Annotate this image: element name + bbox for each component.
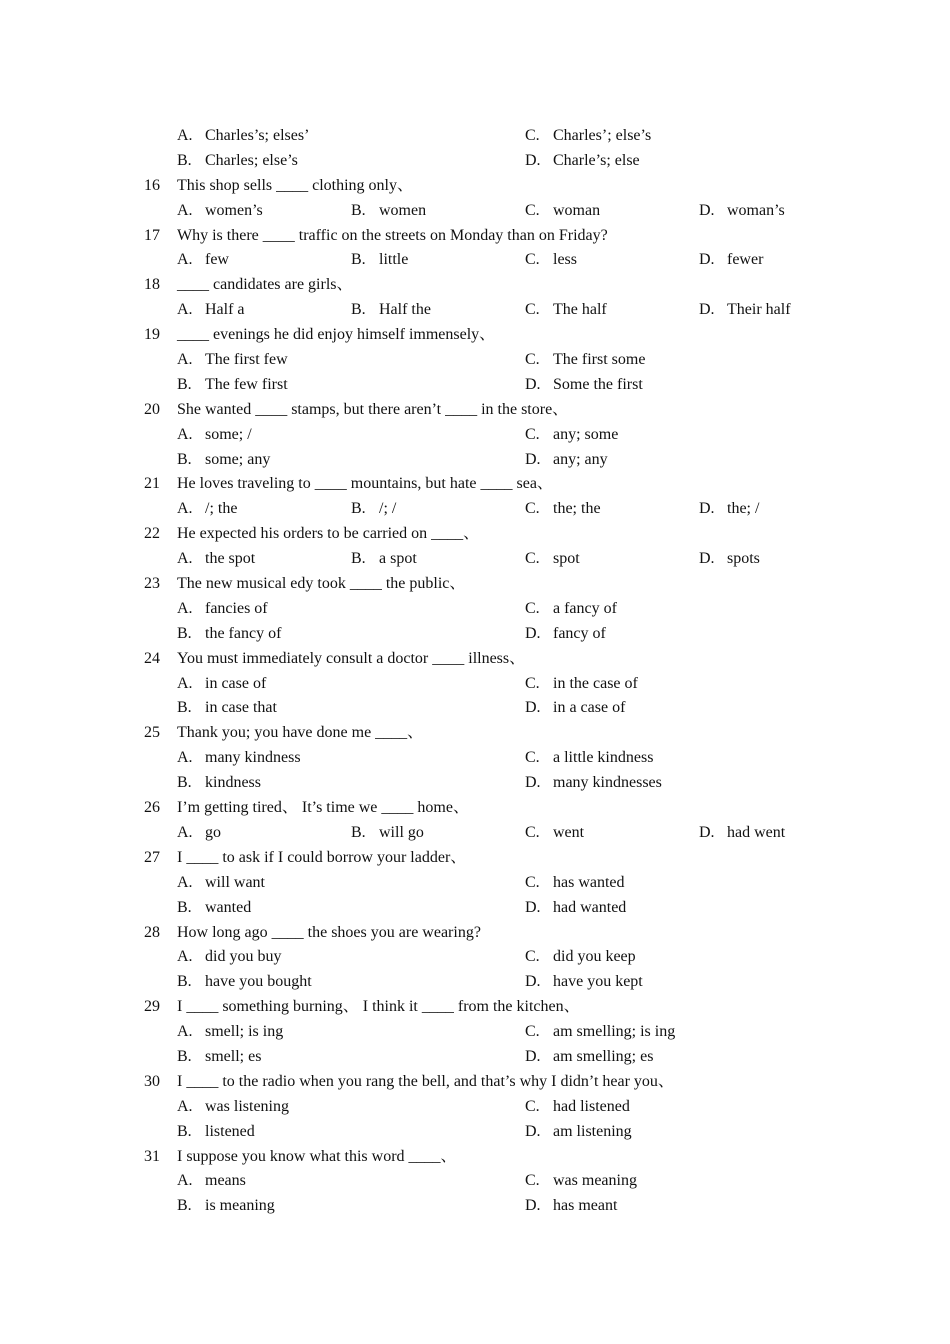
- option-text: did you keep: [553, 948, 636, 966]
- option-letter: B.: [351, 251, 366, 269]
- option-text: went: [553, 823, 585, 841]
- question-item: [0, 323, 950, 398]
- options-line: [0, 672, 950, 697]
- option-letter: C.: [525, 301, 540, 319]
- question-stem-line: [0, 398, 950, 423]
- option-b: [177, 1120, 255, 1145]
- option-letter: D.: [699, 301, 715, 319]
- option-d: [525, 1045, 653, 1070]
- option-text: go: [205, 823, 221, 841]
- option-letter: A.: [177, 127, 193, 144]
- question-item: [0, 472, 950, 522]
- option-c: [525, 423, 618, 448]
- question-stem: I ____ something burning、 I think it ____ from the kitchen、: [177, 998, 580, 1016]
- question-stem-line: [0, 846, 950, 871]
- option-a: [177, 199, 263, 224]
- option-text: Charles’s; elses’: [205, 127, 310, 144]
- option-text: some; any: [205, 450, 271, 468]
- option-d: [699, 298, 791, 323]
- question-item: [0, 124, 950, 174]
- question-stem: I suppose you know what this word ____、: [177, 1147, 457, 1165]
- option-a: [177, 124, 309, 149]
- question-stem-line: [0, 647, 950, 672]
- question-stem: How long ago ____ the shoes you are wearing?: [177, 923, 481, 941]
- option-text: will go: [379, 823, 424, 841]
- option-text: listened: [205, 1122, 255, 1140]
- option-text: the; /: [727, 500, 760, 518]
- option-text: a fancy of: [553, 599, 617, 617]
- option-letter: A.: [177, 674, 193, 692]
- options-line: [0, 945, 950, 970]
- option-text: did you buy: [205, 948, 282, 966]
- options-line: [0, 298, 950, 323]
- option-letter: C.: [525, 873, 540, 891]
- option-text: fancies of: [205, 599, 268, 617]
- option-c: [525, 672, 638, 697]
- option-text: in a case of: [553, 699, 626, 717]
- option-text: had went: [727, 823, 786, 841]
- question-stem: She wanted ____ stamps, but there aren’t ____ in the store、: [177, 400, 569, 418]
- option-letter: C.: [525, 1172, 540, 1190]
- option-c: [525, 497, 601, 522]
- question-item: [0, 273, 950, 323]
- option-letter: C.: [525, 127, 540, 144]
- options-line: [0, 1169, 950, 1194]
- option-letter: D.: [699, 823, 715, 841]
- option-d: [525, 970, 643, 995]
- option-b: [351, 821, 424, 846]
- question-stem-line: [0, 323, 950, 348]
- option-d: [699, 497, 759, 522]
- option-letter: C.: [525, 500, 540, 518]
- option-b: [177, 622, 281, 647]
- option-letter: B.: [177, 898, 192, 916]
- options-line: [0, 1095, 950, 1120]
- option-letter: B.: [177, 774, 192, 792]
- option-d: [525, 373, 643, 398]
- question-number: 27: [144, 848, 160, 866]
- question-item: [0, 995, 950, 1070]
- option-d: [699, 199, 785, 224]
- option-letter: A.: [177, 1097, 193, 1115]
- question-number: 24: [144, 649, 160, 667]
- question-stem-line: [0, 174, 950, 199]
- question-number: 16: [144, 176, 160, 194]
- option-text: am smelling; es: [553, 1047, 654, 1065]
- option-text: any; any: [553, 450, 608, 468]
- option-c: [525, 1020, 675, 1045]
- question-stem: You must immediately consult a doctor ____ illness、: [177, 649, 526, 667]
- option-text: wanted: [205, 898, 252, 916]
- question-item: [0, 921, 950, 996]
- option-letter: B.: [177, 699, 192, 717]
- option-b: [351, 497, 396, 522]
- option-letter: A.: [177, 351, 193, 369]
- question-stem-line: [0, 995, 950, 1020]
- question-stem: He loves traveling to ____ mountains, but hate ____ sea、: [177, 475, 553, 493]
- question-number: 22: [144, 525, 160, 543]
- question-number: 28: [144, 923, 160, 941]
- options-line: [0, 746, 950, 771]
- question-item: [0, 1070, 950, 1145]
- option-c: [525, 945, 636, 970]
- question-item: [0, 721, 950, 796]
- option-letter: A.: [177, 1023, 193, 1041]
- question-list: [0, 124, 950, 1219]
- question-stem: I ____ to ask if I could borrow your ladder、: [177, 848, 467, 866]
- option-letter: D.: [525, 1047, 541, 1065]
- option-a: [177, 497, 237, 522]
- options-line: [0, 149, 950, 174]
- option-b: [351, 298, 431, 323]
- question-stem: He expected his orders to be carried on ____、: [177, 525, 480, 543]
- option-c: [525, 1169, 637, 1194]
- option-letter: D.: [525, 774, 541, 792]
- option-letter: D.: [525, 973, 541, 991]
- option-letter: A.: [177, 500, 193, 518]
- question-number: 17: [144, 226, 160, 244]
- option-c: [525, 348, 645, 373]
- option-text: is meaning: [205, 1197, 275, 1215]
- option-text: a little kindness: [553, 749, 654, 767]
- option-text: the spot: [205, 550, 256, 568]
- option-b: [177, 1194, 275, 1219]
- option-letter: B.: [351, 823, 366, 841]
- question-item: [0, 522, 950, 572]
- option-letter: B.: [351, 201, 366, 219]
- options-line: [0, 896, 950, 921]
- option-letter: C.: [525, 1023, 540, 1041]
- option-letter: D.: [525, 898, 541, 916]
- option-text: Charle’s; else: [553, 151, 640, 169]
- option-a: [177, 1095, 289, 1120]
- option-b: [177, 896, 251, 921]
- option-a: [177, 746, 301, 771]
- question-item: [0, 398, 950, 473]
- option-letter: A.: [177, 550, 193, 568]
- option-letter: C.: [525, 351, 540, 369]
- question-stem-line: [0, 1145, 950, 1170]
- options-line: [0, 497, 950, 522]
- option-text: the fancy of: [205, 624, 282, 642]
- option-a: [177, 298, 245, 323]
- option-b: [351, 547, 417, 572]
- question-stem-line: [0, 572, 950, 597]
- option-c: [525, 597, 617, 622]
- option-letter: A.: [177, 425, 193, 443]
- options-line: [0, 1120, 950, 1145]
- question-stem-line: [0, 472, 950, 497]
- question-number: 26: [144, 799, 160, 817]
- option-letter: B.: [177, 375, 192, 393]
- option-text: /; /: [379, 500, 397, 518]
- options-line: [0, 771, 950, 796]
- options-line: [0, 373, 950, 398]
- option-text: woman: [553, 201, 601, 219]
- option-letter: A.: [177, 948, 193, 966]
- option-a: [177, 547, 255, 572]
- option-text: The half: [553, 301, 607, 319]
- option-text: Half a: [205, 301, 245, 319]
- option-b: [177, 696, 277, 721]
- options-line: [0, 448, 950, 473]
- option-text: any; some: [553, 425, 619, 443]
- option-b: [177, 149, 298, 174]
- option-letter: B.: [351, 550, 366, 568]
- options-line: [0, 696, 950, 721]
- option-b: [177, 771, 261, 796]
- option-letter: A.: [177, 823, 193, 841]
- question-number: 31: [144, 1147, 160, 1165]
- option-letter: C.: [525, 251, 540, 269]
- question-stem-line: [0, 522, 950, 547]
- option-text: The first few: [205, 351, 288, 369]
- option-letter: C.: [525, 201, 540, 219]
- option-text: was listening: [205, 1097, 289, 1115]
- option-letter: B.: [177, 1197, 192, 1215]
- question-item: [0, 1145, 950, 1220]
- question-number: 23: [144, 575, 160, 593]
- options-line: [0, 597, 950, 622]
- option-letter: B.: [177, 1047, 192, 1065]
- options-line: [0, 199, 950, 224]
- option-letter: A.: [177, 201, 193, 219]
- options-line: [0, 821, 950, 846]
- option-letter: C.: [525, 749, 540, 767]
- question-stem-line: [0, 921, 950, 946]
- option-letter: A.: [177, 873, 193, 891]
- option-text: had wanted: [553, 898, 627, 916]
- question-stem: Thank you; you have done me ____、: [177, 724, 424, 742]
- option-text: Charles; else’s: [205, 151, 298, 169]
- option-letter: C.: [525, 599, 540, 617]
- option-text: Their half: [727, 301, 791, 319]
- option-letter: B.: [177, 151, 192, 169]
- question-stem: This shop sells ____ clothing only、: [177, 176, 414, 194]
- option-text: fewer: [727, 251, 764, 269]
- option-d: [699, 821, 785, 846]
- question-item: [0, 224, 950, 274]
- option-letter: D.: [525, 375, 541, 393]
- option-letter: C.: [525, 948, 540, 966]
- option-letter: B.: [177, 450, 192, 468]
- option-letter: D.: [525, 450, 541, 468]
- option-text: /; the: [205, 500, 238, 518]
- option-a: [177, 1020, 283, 1045]
- option-a: [177, 597, 268, 622]
- options-line: [0, 124, 950, 149]
- option-text: Some the first: [553, 375, 643, 393]
- option-a: [177, 423, 252, 448]
- option-text: the; the: [553, 500, 601, 518]
- options-line: [0, 1020, 950, 1045]
- option-letter: D.: [525, 624, 541, 642]
- option-text: has meant: [553, 1197, 618, 1215]
- option-text: has wanted: [553, 873, 625, 891]
- option-a: [177, 248, 229, 273]
- question-number: 30: [144, 1072, 160, 1090]
- option-text: spot: [553, 550, 580, 568]
- option-letter: D.: [699, 550, 715, 568]
- option-letter: A.: [177, 301, 193, 319]
- option-text: in the case of: [553, 674, 638, 692]
- options-line: [0, 547, 950, 572]
- option-c: [525, 248, 577, 273]
- option-d: [525, 622, 606, 647]
- question-item: [0, 796, 950, 846]
- option-text: women: [379, 201, 427, 219]
- option-text: The first some: [553, 351, 646, 369]
- option-letter: B.: [351, 500, 366, 518]
- options-line: [0, 1194, 950, 1219]
- option-letter: B.: [177, 624, 192, 642]
- option-text: will want: [205, 873, 265, 891]
- option-text: few: [205, 251, 229, 269]
- option-letter: C.: [525, 550, 540, 568]
- option-c: [525, 199, 600, 224]
- option-c: [525, 124, 651, 149]
- option-letter: B.: [177, 1122, 192, 1140]
- option-text: woman’s: [727, 201, 785, 219]
- option-text: spots: [727, 550, 760, 568]
- question-stem-line: [0, 273, 950, 298]
- options-line: [0, 1045, 950, 1070]
- option-letter: D.: [699, 201, 715, 219]
- option-letter: D.: [699, 500, 715, 518]
- option-letter: C.: [525, 674, 540, 692]
- option-text: many kindness: [205, 749, 301, 767]
- option-b: [177, 373, 288, 398]
- options-line: [0, 348, 950, 373]
- option-text: kindness: [205, 774, 261, 792]
- option-letter: D.: [525, 1197, 541, 1215]
- option-b: [351, 248, 408, 273]
- option-b: [177, 448, 270, 473]
- option-letter: D.: [525, 151, 541, 169]
- option-text: less: [553, 251, 577, 269]
- option-text: in case of: [205, 674, 267, 692]
- option-a: [177, 821, 221, 846]
- question-item: [0, 174, 950, 224]
- options-line: [0, 423, 950, 448]
- option-text: in case that: [205, 699, 277, 717]
- option-b: [351, 199, 426, 224]
- question-stem-line: [0, 1070, 950, 1095]
- question-item: [0, 846, 950, 921]
- options-line: [0, 970, 950, 995]
- question-stem: Why is there ____ traffic on the streets on Monday than on Friday?: [177, 226, 608, 244]
- option-c: [525, 871, 625, 896]
- question-number: 29: [144, 998, 160, 1016]
- option-text: fancy of: [553, 624, 606, 642]
- option-c: [525, 821, 584, 846]
- option-c: [525, 746, 653, 771]
- question-stem-line: [0, 721, 950, 746]
- option-text: smell; is ing: [205, 1023, 284, 1041]
- option-letter: A.: [177, 251, 193, 269]
- question-number: 20: [144, 400, 160, 418]
- option-c: [525, 1095, 630, 1120]
- option-text: am listening: [553, 1122, 632, 1140]
- option-a: [177, 871, 265, 896]
- option-letter: D.: [699, 251, 715, 269]
- option-a: [177, 1169, 246, 1194]
- option-c: [525, 298, 607, 323]
- question-stem: ____ evenings he did enjoy himself immensely、: [177, 326, 496, 344]
- option-letter: C.: [525, 1097, 540, 1115]
- option-d: [525, 696, 625, 721]
- options-line: [0, 248, 950, 273]
- option-text: have you kept: [553, 973, 643, 991]
- option-a: [177, 672, 266, 697]
- option-text: Half the: [379, 301, 431, 319]
- option-text: am smelling; is ing: [553, 1023, 676, 1041]
- option-letter: A.: [177, 1172, 193, 1190]
- option-a: [177, 945, 281, 970]
- question-stem: I’m getting tired、 It’s time we ____ home、: [177, 799, 469, 817]
- question-stem-line: [0, 224, 950, 249]
- question-number: 25: [144, 724, 160, 742]
- option-text: little: [379, 251, 409, 269]
- option-d: [699, 248, 763, 273]
- options-line: [0, 622, 950, 647]
- option-text: many kindnesses: [553, 774, 662, 792]
- option-text: Charles’; else’s: [553, 127, 652, 144]
- option-d: [525, 1194, 617, 1219]
- question-stem: The new musical edy took ____ the public、: [177, 575, 466, 593]
- option-text: smell; es: [205, 1047, 262, 1065]
- option-a: [177, 348, 288, 373]
- option-d: [525, 1120, 632, 1145]
- question-item: [0, 572, 950, 647]
- option-letter: D.: [525, 1122, 541, 1140]
- question-stem: I ____ to the radio when you rang the bell, and that’s why I didn’t hear you、: [177, 1072, 674, 1090]
- option-letter: B.: [351, 301, 366, 319]
- option-text: some; /: [205, 425, 252, 443]
- question-stem-line: [0, 796, 950, 821]
- option-text: a spot: [379, 550, 417, 568]
- option-letter: C.: [525, 823, 540, 841]
- option-text: The few first: [205, 375, 288, 393]
- option-d: [525, 149, 640, 174]
- option-letter: A.: [177, 599, 193, 617]
- option-d: [525, 448, 608, 473]
- option-text: had listened: [553, 1097, 630, 1115]
- option-d: [699, 547, 760, 572]
- option-letter: D.: [525, 699, 541, 717]
- option-text: women’s: [205, 201, 263, 219]
- question-number: 21: [144, 475, 160, 493]
- option-text: was meaning: [553, 1172, 637, 1190]
- option-b: [177, 970, 312, 995]
- option-letter: C.: [525, 425, 540, 443]
- question-number: 18: [144, 276, 160, 294]
- option-b: [177, 1045, 261, 1070]
- option-text: have you bought: [205, 973, 312, 991]
- option-c: [525, 547, 580, 572]
- question-number: 19: [144, 326, 160, 344]
- option-d: [525, 896, 626, 921]
- option-letter: B.: [177, 973, 192, 991]
- option-text: means: [205, 1172, 246, 1190]
- question-stem: ____ candidates are girls、: [177, 276, 353, 294]
- options-line: [0, 871, 950, 896]
- option-letter: A.: [177, 749, 193, 767]
- option-d: [525, 771, 662, 796]
- question-item: [0, 647, 950, 722]
